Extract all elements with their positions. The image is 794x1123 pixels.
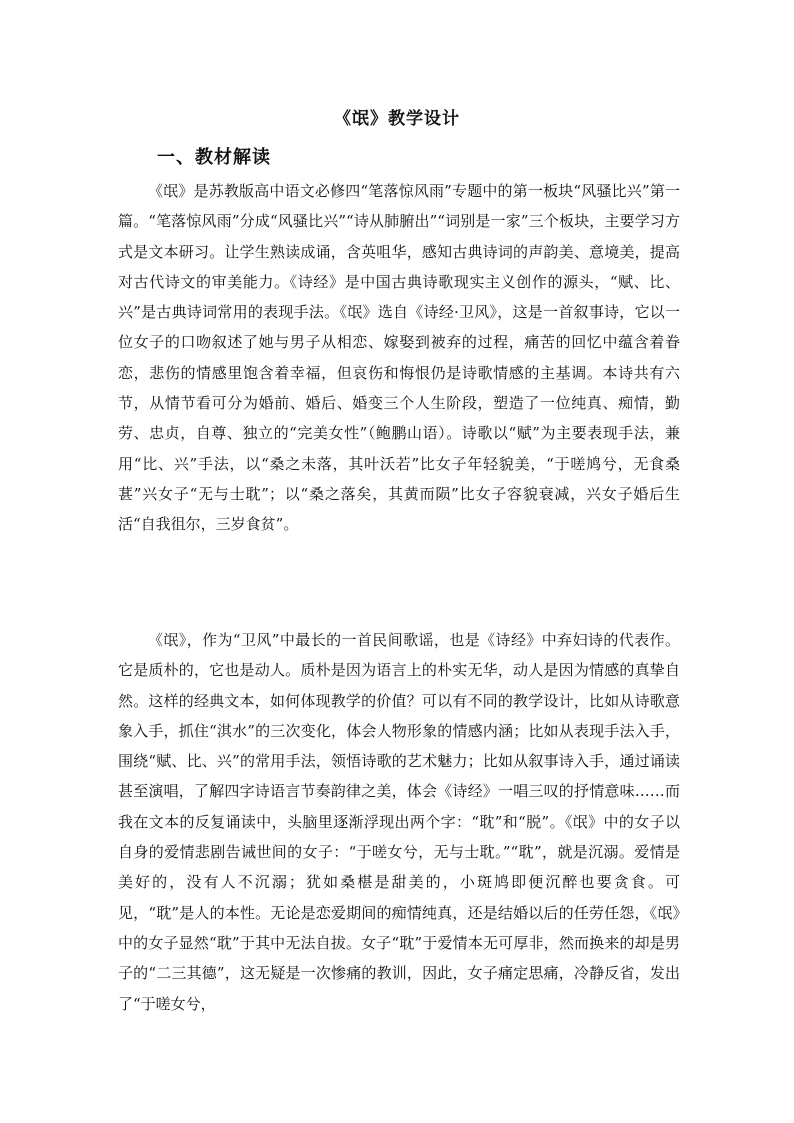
section-heading: 一、教材解读 xyxy=(157,147,271,168)
paragraph-2: 《氓》，作为“卫风”中最长的一首民间歌谣，也是《诗经》中弃妇诗的代表作。它是质朴的，它也是动人。质朴是因为语言上的朴实无华，动人是因为情感的真挚自然。这样的经典文本，如何体现教学的价值？可以有不同的教学设计，比如从诗歌意象入手，抓住“淇水”的三次变化，体会人物形象的情感内涵；比如从表现手法入手，围绕“赋、比、兴”的常用手法，领悟诗歌的艺术魅力；比如从叙事诗入手，通过诵读甚至演唱，了解四字诗语言节奏韵律之美，体会《诗经》一唱三叹的抒情意味……而我在文本的反复诵读中，头脑里逐渐浮现出两个字：“耽”和“脱”。《氓》中的女子以自身的爱情悲剧告诫世间的女子：“于嗟女兮，无与士耽。”“耽”，就是沉溺。爱情是美好的，没有人不沉溺；犹如桑椹是甜美的，小斑鸠即便沉醉也要贪食。可见，“耽”是人的本性。无论是恋爱期间的痴情纯真，还是结婚以后的任劳任怨，《氓》中的女子显然“耽”于其中无法自拔。女子“耽”于爱情本无可厚非，然而换来的却是男子的“二三其德”，这无疑是一次惨痛的教训，因此，女子痛定思痛，冷静反省，发出了“于嗟女兮， xyxy=(118,631,680,1013)
paragraph-1: 《氓》是苏教版高中语文必修四“笔落惊风雨”专题中的第一板块“风骚比兴”第一篇。“笔落惊风雨”分成“风骚比兴”“诗从肺腑出”“词别是一家”三个板块，主要学习方式是文本研习。让学生熟读成诵，含英咀华，感知古典诗词的声韵美、意境美，提高对古代诗文的审美能力。《诗经》是中国古典诗歌现实主义创作的源头，“赋、比、兴”是古典诗词常用的表现手法。《氓》选自《诗经·卫风》，这是一首叙事诗，它以一位女子的口吻叙述了她与男子从相恋、嫁娶到被弃的过程，痛苦的回忆中蕴含着眷恋，悲伤的情感里饱含着幸福，但哀伤和悔恨仍是诗歌情感的主基调。本诗共有六节，从情节看可分为婚前、婚后、婚变三个人生阶段，塑造了一位纯真、痴情，勤劳、忠贞，自尊、独立的“完美女性”（鲍鹏山语）。诗歌以“赋”为主要表现手法，兼用“比、兴”手法，以“桑之未落，其叶沃若”比女子年轻貌美，“于嗟鸠兮，无食桑葚”兴女子“无与士耽”；以“桑之落矣，其黄而陨”比女子容貌衰减，兴女子婚后生活“自我徂尔，三岁食贫”。 xyxy=(118,182,680,534)
document-title: 《氓》教学设计 xyxy=(334,109,460,129)
